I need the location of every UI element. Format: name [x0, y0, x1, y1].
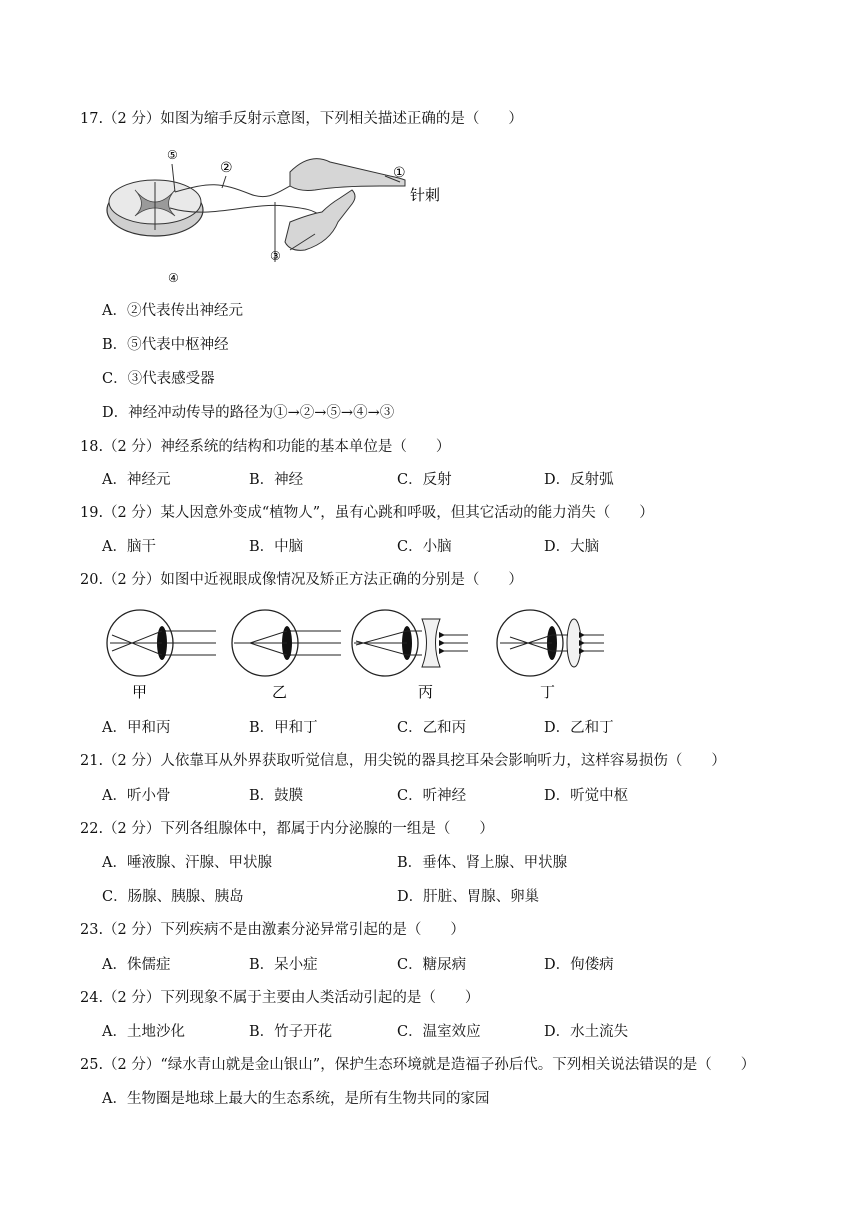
eye-jia: [107, 610, 216, 676]
q21-option-c: C．听神经: [397, 788, 467, 804]
label-4: ④: [168, 271, 179, 285]
q23-option-c: C．糖尿病: [397, 957, 467, 973]
q18-option-b: B．神经: [249, 472, 304, 488]
q21-option-b: B．鼓膜: [249, 788, 304, 804]
label-jia: 甲: [132, 683, 148, 701]
q20-option-c: C．乙和丙: [397, 720, 467, 736]
label-3: ③: [270, 249, 281, 263]
question-18-stem: 18.（2 分）神经系统的结构和功能的基本单位是（ ）: [80, 439, 451, 455]
q17-option-b: B．⑤代表中枢神经: [102, 337, 229, 353]
q21-option-d: D．听觉中枢: [544, 788, 629, 804]
q22-option-a: A．唾液腺、汗腺、甲状腺: [102, 855, 272, 871]
q19-option-d: D．大脑: [544, 539, 600, 555]
reflex-arc-figure: [100, 142, 460, 287]
q17-option-a: A．②代表传出神经元: [102, 303, 243, 319]
q23-option-b: B．呆小症: [249, 957, 318, 973]
q20-option-d: D．乙和丁: [544, 720, 614, 736]
eye-yi: [232, 610, 341, 676]
q23-option-a: A．侏儒症: [102, 957, 171, 973]
label-5: ⑤: [167, 148, 178, 162]
q19-option-a: A．脑干: [102, 539, 156, 555]
question-25-stem: 25.（2 分）“绿水青山就是金山银山”，保护生态环境就是造福子孙后代。下列相关说法错误的是（ ）: [80, 1057, 756, 1073]
q22-option-b: B．垂体、肾上腺、甲状腺: [397, 855, 568, 871]
q18-option-d: D．反射弧: [544, 472, 614, 488]
q25-option-a: A．生物圈是地球上最大的生态系统，是所有生物共同的家园: [102, 1091, 490, 1107]
q21-option-a: A．听小骨: [102, 788, 171, 804]
q24-option-b: B．竹子开花: [249, 1024, 333, 1040]
question-20-stem: 20.（2 分）如图中近视眼成像情况及矫正方法正确的分别是（ ）: [80, 572, 523, 588]
q24-option-a: A．土地沙化: [102, 1024, 185, 1040]
question-19-stem: 19.（2 分）某人因意外变成“植物人”，虽有心跳和呼吸，但其它活动的能力消失（ ）: [80, 505, 654, 521]
q18-option-a: A．神经元: [102, 472, 171, 488]
eye-bing: [352, 610, 468, 676]
question-24-stem: 24.（2 分）下列现象不属于主要由人类活动引起的是（ ）: [80, 990, 480, 1006]
q22-option-d: D．肝脏、胃腺、卵巢: [397, 889, 540, 905]
q23-option-d: D．佝偻病: [544, 957, 614, 973]
q20-option-b: B．甲和丁: [249, 720, 318, 736]
q19-option-c: C．小脑: [397, 539, 452, 555]
q24-option-c: C．温室效应: [397, 1024, 481, 1040]
q20-option-a: A．甲和丙: [102, 720, 171, 736]
label-1: ①: [393, 165, 406, 181]
question-21-stem: 21.（2 分）人依靠耳从外界获取听觉信息，用尖锐的器具挖耳朵会影响听力，这样容易损伤（ ）: [80, 753, 726, 769]
question-17-stem: 17.（2 分）如图为缩手反射示意图，下列相关描述正确的是（ ）: [80, 111, 523, 127]
eye-ding: [497, 610, 604, 676]
q17-option-c: C．③代表感受器: [102, 371, 215, 387]
question-23-stem: 23.（2 分）下列疾病不是由激素分泌异常引起的是（ ）: [80, 922, 465, 938]
label-yi: 乙: [272, 683, 288, 701]
myopia-figure: [100, 605, 620, 705]
label-bing: 丙: [418, 683, 434, 701]
needle-caption: 针刺: [410, 186, 441, 204]
question-22-stem: 22.（2 分）下列各组腺体中，都属于内分泌腺的一组是（ ）: [80, 821, 494, 837]
q17-option-d: D．神经冲动传导的路径为①→②→⑤→④→③: [102, 405, 395, 421]
q22-option-c: C．肠腺、胰腺、胰岛: [102, 889, 244, 905]
label-2: ②: [220, 160, 233, 176]
label-ding: 丁: [540, 683, 556, 701]
q24-option-d: D．水土流失: [544, 1024, 629, 1040]
q19-option-b: B．中脑: [249, 539, 304, 555]
q18-option-c: C．反射: [397, 472, 452, 488]
